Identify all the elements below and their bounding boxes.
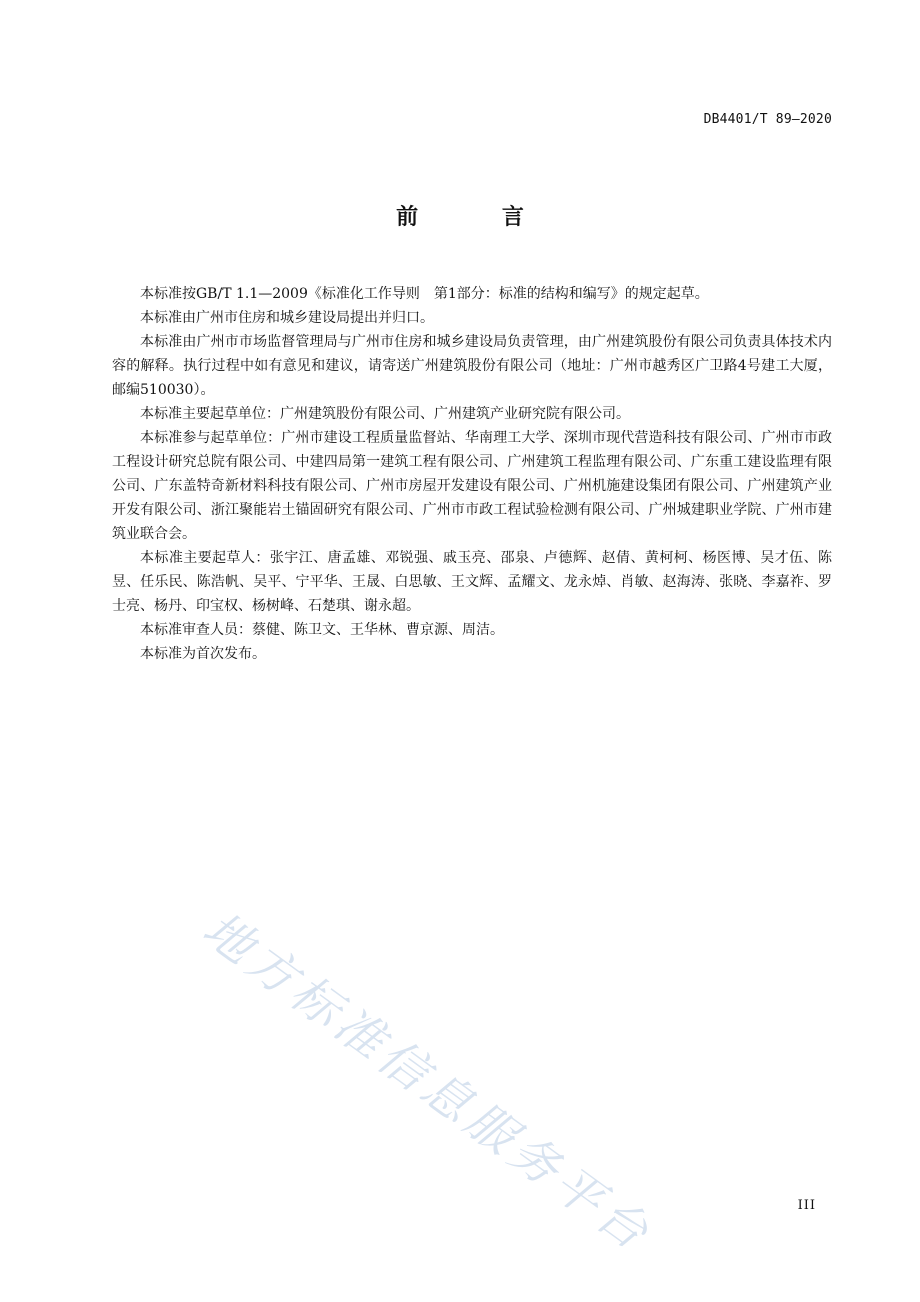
page-title: 前 言 <box>396 205 562 230</box>
paragraph-participating-units: 本标准参与起草单位：广州市建设工程质量监督站、华南理工大学、深圳市现代营造科技有限公司、广州市市政工程设计研究总院有限公司、中建四局第一建筑工程有限公司、广州建筑工程监理有限公司、广东重工建设监理有限公司、广东盖特奇新材料科技有限公司、广州市房屋开发建设有限公司、广州机施建设集团有限公司、广州建筑产业开发有限公司、浙江聚能岩土锚固研究有限公司、广州市市政工程试验检测有限公司、广州城建职业学院、广州市建筑业联合会。 <box>112 430 832 542</box>
paragraph-reviewers: 本标准审查人员：蔡健、陈卫文、王华林、曹京源、周洁。 <box>140 622 504 638</box>
paragraph-proposer: 本标准由广州市住房和城乡建设局提出并归口。 <box>140 310 434 326</box>
foreword-body <box>112 282 832 666</box>
page-number: III <box>797 1198 816 1213</box>
paragraph-drafting-rules: 本标准按GB/T 1.1—2009《标准化工作导则 第1部分：标准的结构和编写》的规定起草。 <box>140 286 709 302</box>
standard-code: DB4401/T 89—2020 <box>703 112 832 127</box>
paragraph-first-release: 本标准为首次发布。 <box>140 646 266 662</box>
watermark: 地方标准信息服务平台 <box>192 900 663 1264</box>
paragraph-management: 本标准由广州市市场监督管理局与广州市住房和城乡建设局负责管理，由广州建筑股份有限公司负责具体技术内容的解释。执行过程中如有意见和建议，请寄送广州建筑股份有限公司（地址：广州市越秀区广卫路4号建工大厦，邮编510030）。 <box>112 334 832 398</box>
paragraph-main-drafting-units: 本标准主要起草单位：广州建筑股份有限公司、广州建筑产业研究院有限公司。 <box>140 406 630 422</box>
paragraph-main-drafters: 本标准主要起草人：张宇江、唐孟雄、邓锐强、戚玉亮、邵泉、卢德辉、赵倩、黄柯柯、杨医博、吴才伍、陈昱、任乐民、陈浩帆、吴平、宁平华、王晟、白思敏、王文辉、孟耀文、龙永焯、肖敏、赵海涛、张晓、李嘉祚、罗士亮、杨丹、印宝权、杨树峰、石楚琪、谢永超。 <box>112 550 832 614</box>
